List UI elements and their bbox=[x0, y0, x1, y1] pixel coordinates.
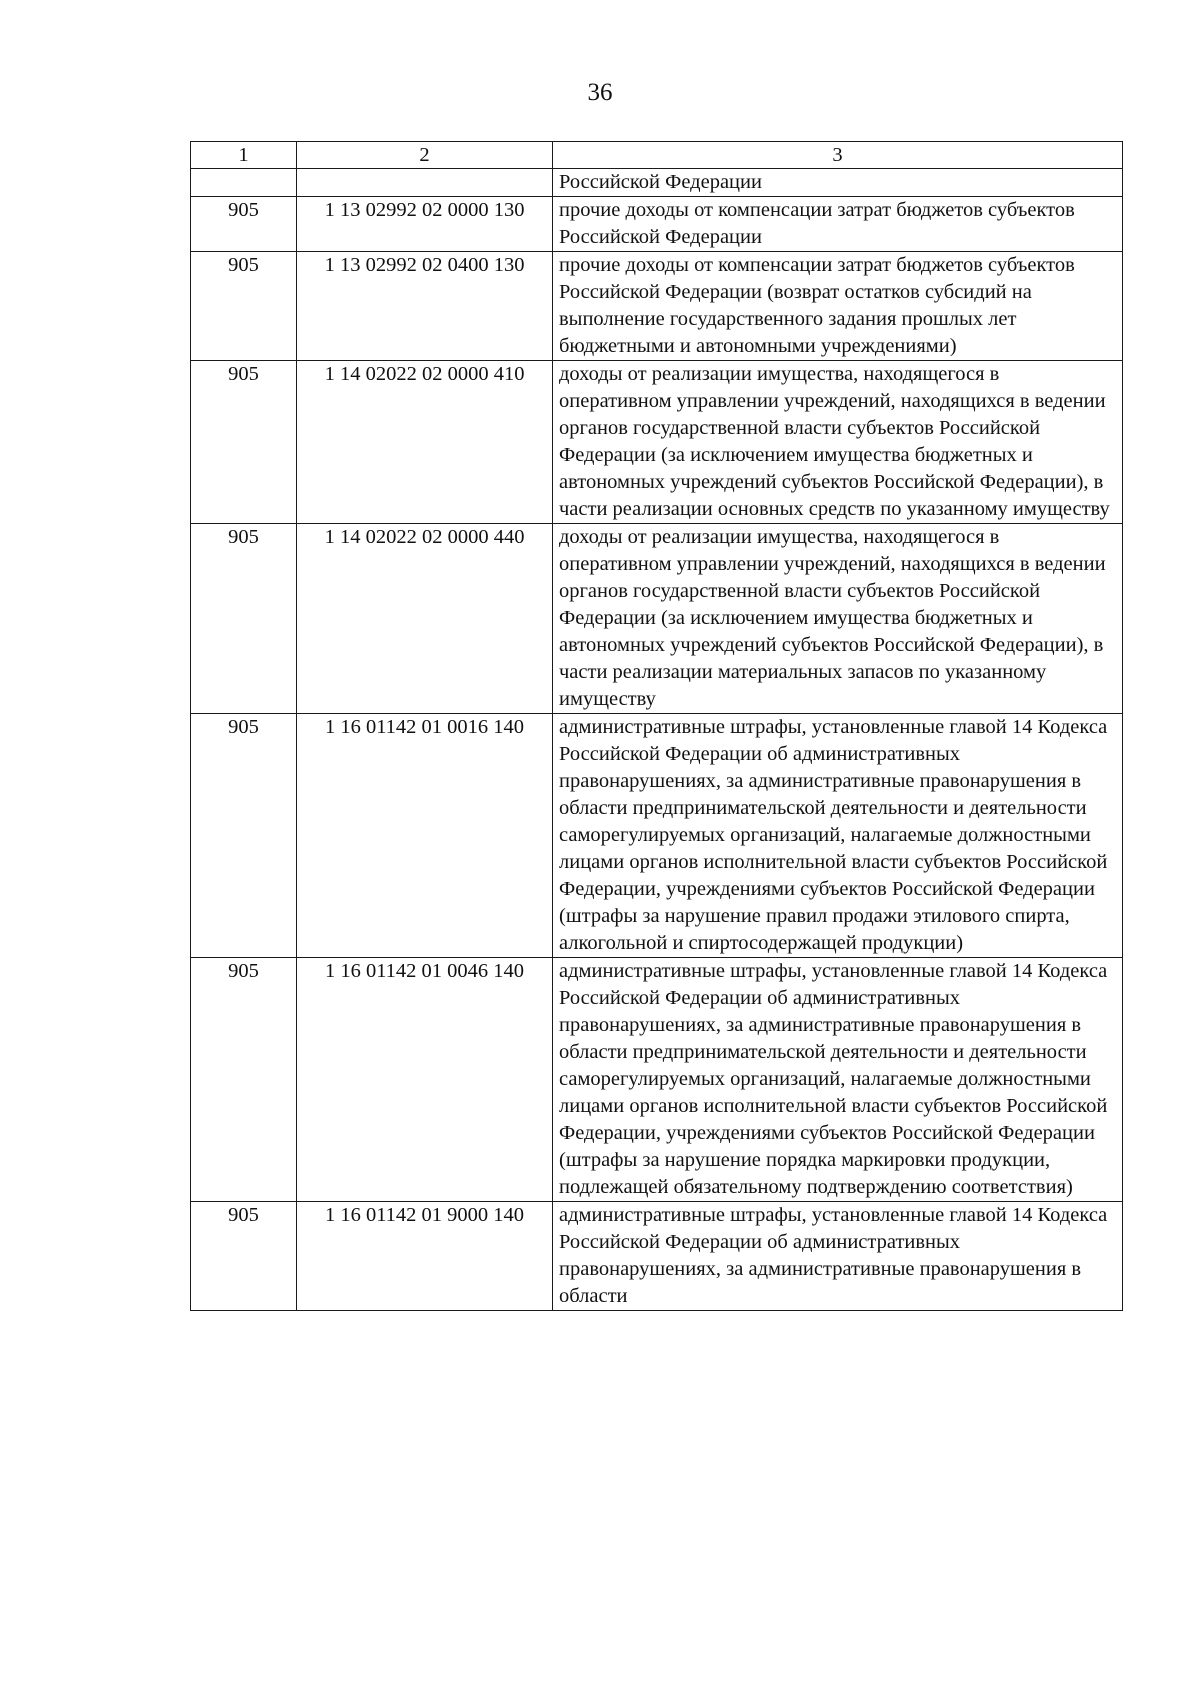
header-cell-2: 2 bbox=[297, 142, 553, 169]
description-cell: прочие доходы от компенсации затрат бюджетов субъектов Российской Федерации bbox=[553, 197, 1123, 252]
budget-code-cell: 1 16 01142 01 0046 140 bbox=[297, 958, 553, 1202]
budget-code-cell: 1 14 02022 02 0000 410 bbox=[297, 361, 553, 524]
budget-code-cell: 1 13 02992 02 0400 130 bbox=[297, 252, 553, 361]
description-cell: Российской Федерации bbox=[553, 169, 1123, 197]
description-cell: доходы от реализации имущества, находящегося в оперативном управлении учреждений, находящихся в ведении органов государственной власти субъектов Российской Федерации (за исключением имущества бюджетных и автономных учреждений субъектов Российской Федерации), в части реализации материальных запасов по указанному имуществу bbox=[553, 524, 1123, 714]
budget-code-cell: 1 16 01142 01 9000 140 bbox=[297, 1202, 553, 1311]
admin-code-cell: 905 bbox=[191, 252, 297, 361]
description-cell: административные штрафы, установленные главой 14 Кодекса Российской Федерации об административных правонарушениях, за административные правонарушения в области предпринимательской деятельности и деятельности саморегулируемых организаций, налагаемые должностными лицами органов исполнительной власти субъектов Российской Федерации, учреждениями субъектов Российской Федерации (штрафы за нарушение правил продажи этилового спирта, алкогольной и спиртосодержащей продукции) bbox=[553, 714, 1123, 958]
admin-code-cell: 905 bbox=[191, 1202, 297, 1311]
table-header-row bbox=[191, 142, 1123, 169]
table-row bbox=[191, 524, 1123, 714]
table-row bbox=[191, 714, 1123, 958]
budget-code-cell bbox=[297, 169, 553, 197]
description-cell: административные штрафы, установленные главой 14 Кодекса Российской Федерации об административных правонарушениях, за административные правонарушения в области предпринимательской деятельности и деятельности саморегулируемых организаций, налагаемые должностными лицами органов исполнительной власти субъектов Российской Федерации, учреждениями субъектов Российской Федерации (штрафы за нарушение порядка маркировки продукции, подлежащей обязательному подтверждению соответствия) bbox=[553, 958, 1123, 1202]
description-cell: прочие доходы от компенсации затрат бюджетов субъектов Российской Федерации (возврат остатков субсидий на выполнение государственного задания прошлых лет бюджетными и автономными учреждениями) bbox=[553, 252, 1123, 361]
table-row bbox=[191, 197, 1123, 252]
admin-code-cell: 905 bbox=[191, 958, 297, 1202]
page-number: 36 bbox=[587, 79, 613, 106]
table-row bbox=[191, 958, 1123, 1202]
header-cell-3: 3 bbox=[553, 142, 1123, 169]
admin-code-cell bbox=[191, 169, 297, 197]
budget-code-cell: 1 13 02992 02 0000 130 bbox=[297, 197, 553, 252]
budget-code-cell: 1 14 02022 02 0000 440 bbox=[297, 524, 553, 714]
header-cell-1: 1 bbox=[191, 142, 297, 169]
table-row bbox=[191, 252, 1123, 361]
budget-code-cell: 1 16 01142 01 0016 140 bbox=[297, 714, 553, 958]
admin-code-cell: 905 bbox=[191, 714, 297, 958]
admin-code-cell: 905 bbox=[191, 524, 297, 714]
description-cell: доходы от реализации имущества, находящегося в оперативном управлении учреждений, находящихся в ведении органов государственной власти субъектов Российской Федерации (за исключением имущества бюджетных и автономных учреждений субъектов Российской Федерации), в части реализации основных средств по указанному имуществу bbox=[553, 361, 1123, 524]
table-row bbox=[191, 361, 1123, 524]
description-cell: административные штрафы, установленные главой 14 Кодекса Российской Федерации об административных правонарушениях, за административные правонарушения в области bbox=[553, 1202, 1123, 1311]
admin-code-cell: 905 bbox=[191, 197, 297, 252]
table-row bbox=[191, 169, 1123, 197]
table-row bbox=[191, 1202, 1123, 1311]
income-codes-table bbox=[190, 141, 1123, 1311]
admin-code-cell: 905 bbox=[191, 361, 297, 524]
